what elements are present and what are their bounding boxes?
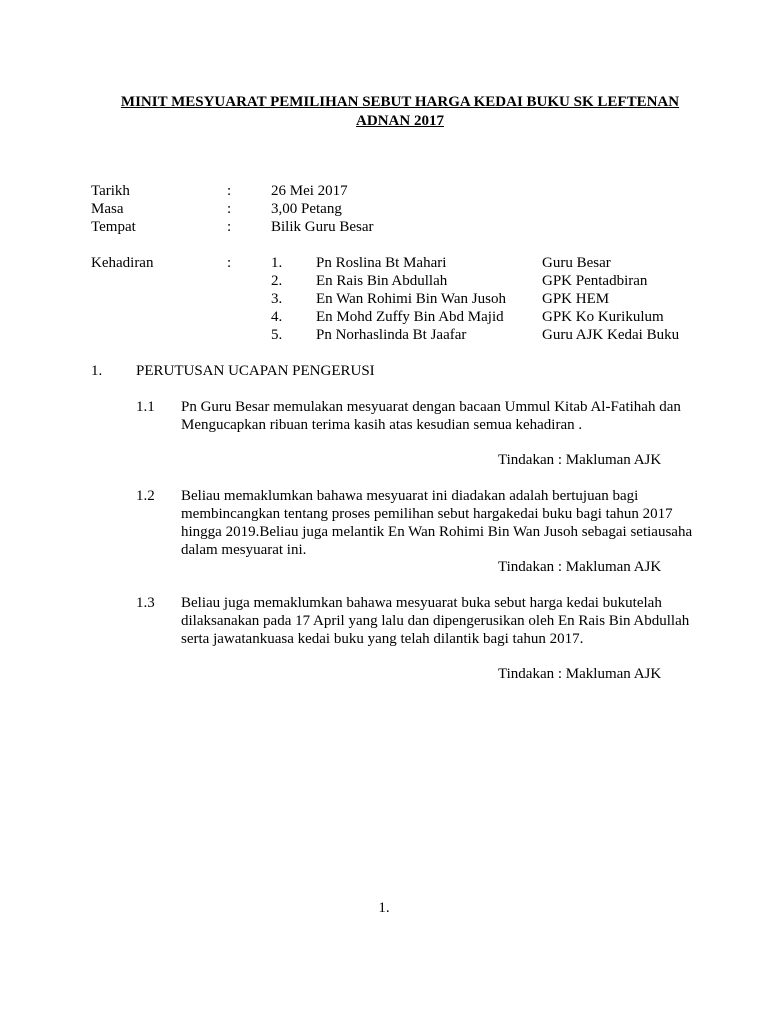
member-name: Pn Roslina Bt Mahari — [316, 255, 447, 271]
member-name: En Mohd Zuffy Bin Abd Majid — [316, 309, 504, 325]
member-number: 5. — [271, 327, 283, 343]
paragraph-line: membincangkan tentang proses pemilihan sebut hargakedai buku bagi tahun 2017 — [181, 506, 673, 522]
title-line-2: ADNAN 2017 — [356, 113, 444, 129]
paragraph-line: Mengucapkan ribuan terima kasih atas kesudian semua kehadiran . — [181, 417, 583, 433]
date-colon: : — [227, 183, 232, 199]
item-number: 1.1 — [136, 399, 155, 415]
attendance-colon: : — [227, 255, 232, 271]
item-number: 1.3 — [136, 595, 155, 611]
date-value: 26 Mei 2017 — [271, 183, 348, 199]
action-note: Tindakan : Makluman AJK — [498, 666, 662, 682]
member-name: Pn Norhaslinda Bt Jaafar — [316, 327, 467, 343]
paragraph-line: Beliau juga memaklumkan bahawa mesyuarat buka sebut harga kedai bukutelah — [181, 595, 662, 611]
member-role: GPK HEM — [542, 291, 610, 307]
item-number: 1.2 — [136, 488, 155, 504]
member-role: GPK Pentadbiran — [542, 273, 648, 289]
member-name: En Rais Bin Abdullah — [316, 273, 448, 289]
place-colon: : — [227, 219, 232, 235]
paragraph-line: Pn Guru Besar memulakan mesyuarat dengan bacaan Ummul Kitab Al-Fatihah dan — [181, 399, 681, 415]
member-number: 4. — [271, 309, 283, 325]
item-paragraph — [181, 398, 711, 434]
paragraph-line: serta jawatankuasa kedai buku yang telah dilantik bagi tahun 2017. — [181, 631, 584, 647]
item-paragraph — [181, 487, 711, 559]
member-number: 1. — [271, 255, 283, 271]
paragraph-line: dalam mesyuarat ini. — [181, 542, 307, 558]
member-name: En Wan Rohimi Bin Wan Jusoh — [316, 291, 506, 307]
member-number: 3. — [271, 291, 283, 307]
time-value: 3,00 Petang — [271, 201, 342, 217]
paragraph-line: Beliau memaklumkan bahawa mesyuarat ini diadakan adalah bertujuan bagi — [181, 488, 639, 504]
title-line-1: MINIT MESYUARAT PEMILIHAN SEBUT HARGA KEDAI BUKU SK LEFTENAN — [120, 94, 680, 110]
member-number: 2. — [271, 273, 283, 289]
document-title — [100, 93, 700, 131]
section-title: PERUTUSAN UCAPAN PENGERUSI — [136, 363, 375, 379]
paragraph-line: dilaksanakan pada 17 April yang lalu dan dipengerusikan oleh En Rais Bin Abdullah — [181, 613, 690, 629]
place-value: Bilik Guru Besar — [271, 219, 374, 235]
time-colon: : — [227, 201, 232, 217]
member-role: GPK Ko Kurikulum — [542, 309, 664, 325]
member-role: Guru AJK Kedai Buku — [542, 327, 680, 343]
date-label: Tarikh — [91, 183, 130, 199]
paragraph-line: hingga 2019.Beliau juga melantik En Wan Rohimi Bin Wan Jusoh sebagai setiausaha — [181, 524, 693, 540]
section-number: 1. — [91, 363, 103, 379]
page-number: 1. — [378, 900, 390, 916]
item-paragraph — [181, 594, 711, 648]
member-role: Guru Besar — [542, 255, 611, 271]
action-note: Tindakan : Makluman AJK — [498, 559, 662, 575]
attendance-label: Kehadiran — [91, 255, 154, 271]
time-label: Masa — [91, 201, 124, 217]
action-note: Tindakan : Makluman AJK — [498, 452, 662, 468]
place-label: Tempat — [91, 219, 136, 235]
